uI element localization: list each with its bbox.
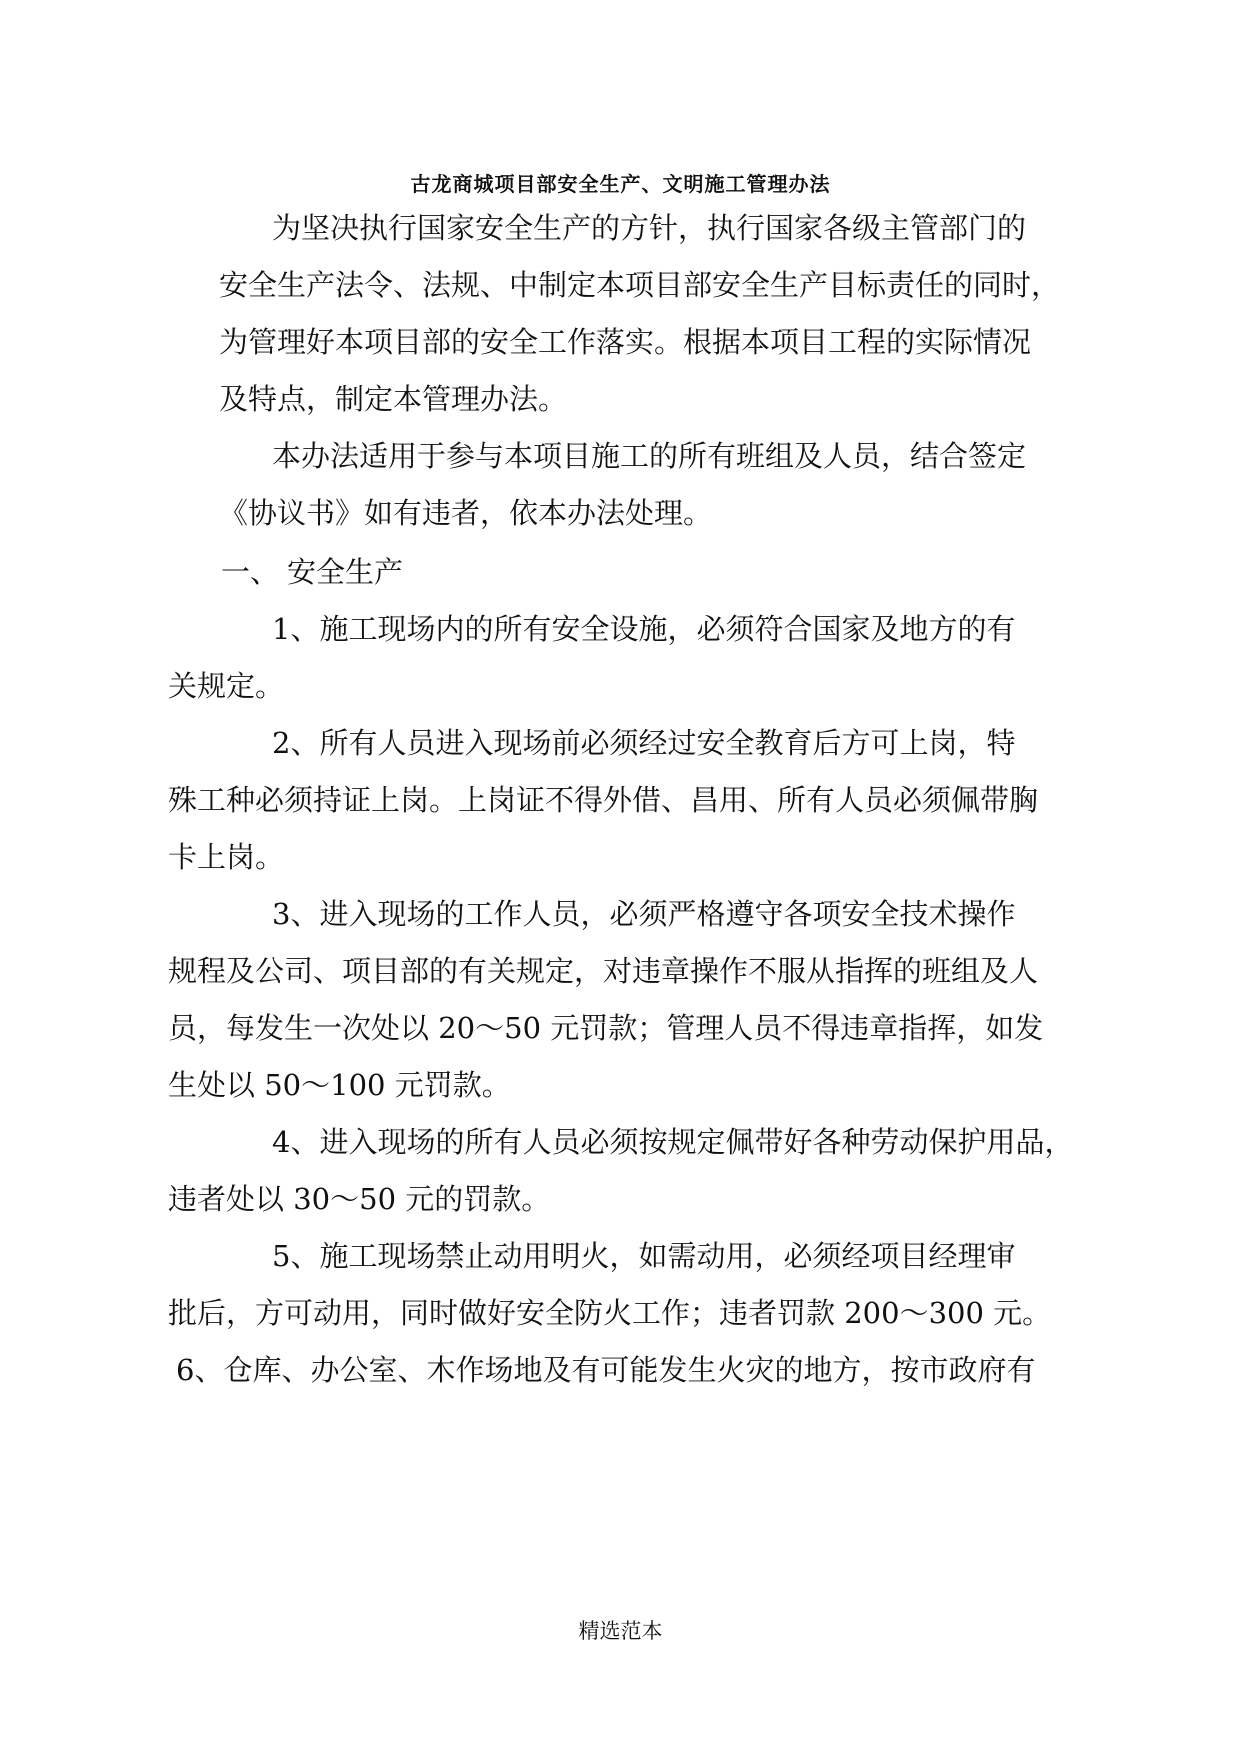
intro-line-3: 为管理好本项目部的安全工作落实。根据本项目工程的实际情况 <box>219 325 1032 359</box>
page-footer: 精选范本 <box>578 1619 663 1643</box>
item-5-line-1: 5、施工现场禁止动用明火，如需动用，必须经项目经理审 <box>272 1239 1016 1273</box>
intro-line-2: 安全生产法令、法规、中制定本项目部安全生产目标责任的同时， <box>219 268 1061 302</box>
item-3-line-1: 3、进入现场的工作人员，必须严格遵守各项安全技术操作 <box>272 897 1016 931</box>
item-5-line-2: 批后，方可动用，同时做好安全防火工作；违者罚款 200～300 元。 <box>168 1296 1052 1330</box>
intro-line-1: 为坚决执行国家安全生产的方针，执行国家各级主管部门的 <box>272 211 1027 245</box>
item-3-line-4: 生处以 50～100 元罚款。 <box>168 1068 511 1102</box>
item-1-line-1: 1、施工现场内的所有安全设施，必须符合国家及地方的有 <box>272 612 1016 646</box>
section-heading: 安全生产 <box>287 555 404 589</box>
intro-line-4: 及特点，制定本管理办法。 <box>219 382 568 416</box>
page-title: 古龙商城项目部安全生产、文明施工管理办法 <box>410 172 831 196</box>
item-4-line-1: 4、进入现场的所有人员必须按规定佩带好各种劳动保护用品， <box>272 1125 1074 1159</box>
item-6-line-1: 6、仓库、办公室、木作场地及有可能发生火灾的地方，按市政府有 <box>176 1353 1036 1387</box>
scope-line-1: 本办法适用于参与本项目施工的所有班组及人员，结合签定 <box>272 439 1027 473</box>
item-3-line-2: 规程及公司、项目部的有关规定，对违章操作不服从指挥的班组及人 <box>168 954 1039 988</box>
item-1-line-2: 关规定。 <box>168 669 285 703</box>
section-number: 一、 <box>221 555 280 589</box>
item-4-line-2: 违者处以 30～50 元的罚款。 <box>168 1182 551 1216</box>
item-2-line-1: 2、所有人员进入现场前必须经过安全教育后方可上岗，特 <box>272 726 1016 760</box>
item-2-line-3: 卡上岗。 <box>168 840 285 874</box>
scope-line-2: 《协议书》如有违者，依本办法处理。 <box>219 496 713 530</box>
item-3-line-3: 员，每发生一次处以 20～50 元罚款；管理人员不得违章指挥，如发 <box>168 1011 1044 1045</box>
item-2-line-2: 殊工种必须持证上岗。上岗证不得外借、昌用、所有人员必须佩带胸 <box>168 783 1039 817</box>
